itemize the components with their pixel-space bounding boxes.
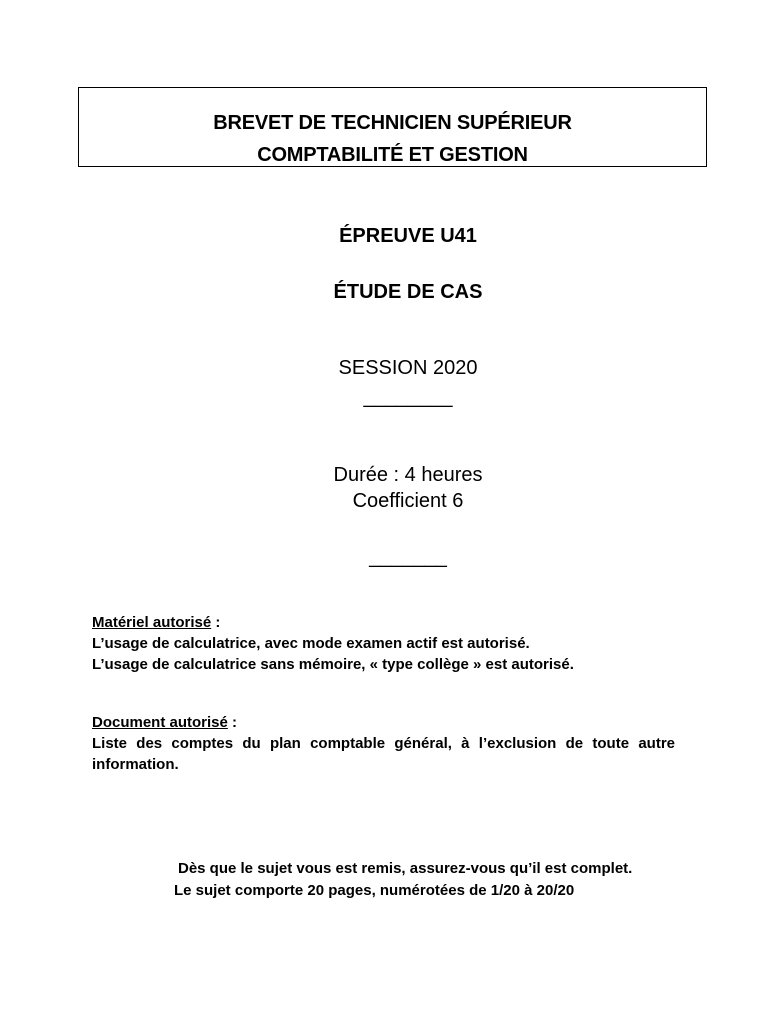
footer-check-notice: Dès que le sujet vous est remis, assurez-vous qu’il est complet.	[178, 860, 633, 877]
authorized-material-section	[92, 612, 675, 675]
authorized-document-section	[92, 712, 675, 775]
exam-type: ÉTUDE DE CAS	[333, 281, 483, 303]
authorized-material-heading	[92, 612, 675, 633]
exam-coefficient: Coefficient 6	[352, 490, 464, 512]
heading-colon: :	[211, 614, 221, 631]
separator-line: ________	[363, 386, 453, 408]
diploma-title: BREVET DE TECHNICIEN SUPÉRIEUR	[213, 112, 572, 134]
title-box	[78, 87, 707, 167]
exam-duration: Durée : 4 heures	[333, 464, 483, 486]
diploma-specialty: COMPTABILITÉ ET GESTION	[257, 144, 528, 166]
authorized-document-heading	[92, 712, 675, 733]
footer-notice	[0, 858, 768, 908]
material-line: L’usage de calculatrice sans mémoire, « type collège » est autorisé.	[92, 656, 574, 673]
footer-page-count: Le sujet comporte 20 pages, numérotées de 1/20 à 20/20	[174, 882, 575, 899]
section-heading: Document autorisé	[92, 714, 228, 731]
document-description: Liste des comptes du plan comptable général, à l’exclusion de toute autre information.	[92, 735, 675, 773]
heading-colon: :	[227, 714, 238, 731]
separator-line: _______	[369, 546, 447, 568]
exam-session: SESSION 2020	[338, 357, 478, 379]
exam-unit: ÉPREUVE U41	[339, 225, 477, 247]
section-heading: Matériel autorisé	[92, 614, 212, 631]
material-line: L’usage de calculatrice, avec mode examen actif est autorisé.	[92, 635, 530, 652]
